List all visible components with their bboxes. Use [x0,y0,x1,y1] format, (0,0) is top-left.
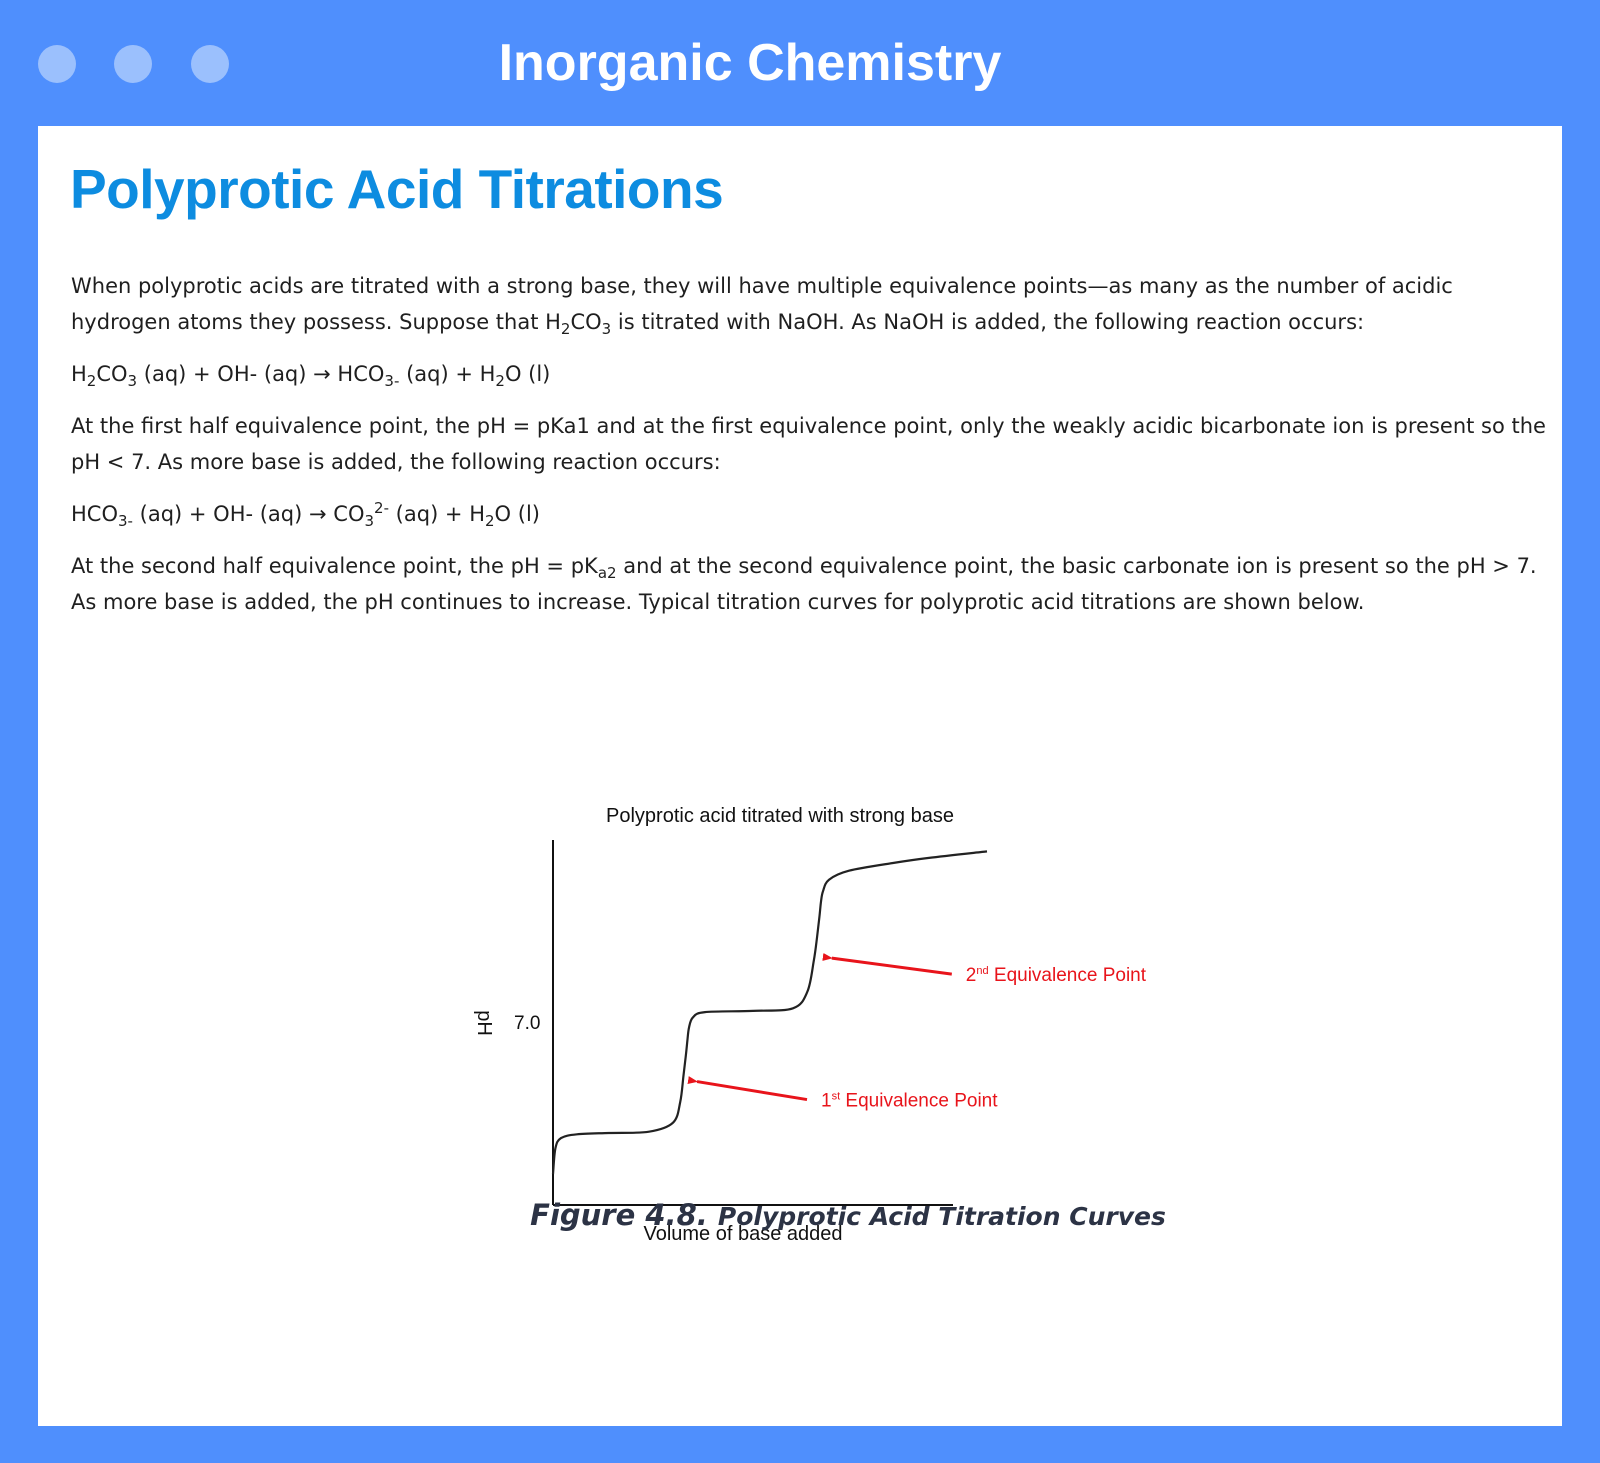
window-title: Inorganic Chemistry [498,34,1002,92]
content-panel [38,126,1562,1426]
equivalence-label: 2nd Equivalence Point [965,965,1147,987]
text-span: (aq) + H [399,362,496,386]
figure-caption [38,1195,1600,1237]
titration-chart [38,666,1562,1206]
subscript: 2 [485,512,495,531]
subscript: 3 [601,320,612,339]
article-body [71,268,1556,636]
text-span: (aq) + OH- (aq) [137,362,314,386]
text-span: is titrated with NaOH. As NaOH is added, the following reaction occurs: [611,310,1365,334]
subscript: 3 [127,372,138,391]
equation-second-reaction [71,496,1556,532]
equivalence-arrow [832,958,952,974]
subscript: a2 [597,564,617,583]
paragraph-second-equivalence [71,548,1556,620]
paragraph-intro [71,268,1556,340]
text-span: CO [570,310,602,334]
text-span: At the second half equivalence point, the pH = pK [71,554,598,578]
titration-curve [553,851,987,1174]
text-span: O (l) [504,362,551,386]
text-span: HCO [71,502,118,526]
chart-title: Polyprotic acid titrated with strong base [606,805,954,827]
text-span: HCO [330,362,385,386]
reaction-arrow-icon: → [309,502,327,526]
page-heading: Polyprotic Acid Titrations [70,158,724,220]
subscript: 3 [364,512,375,531]
equation-first-reaction [71,356,1556,392]
text-span: O (l) [494,502,540,526]
y-axis-label: pH [473,1010,495,1036]
curve-layer [553,851,987,1174]
window-title-bar [0,0,1600,126]
caption-label: Figure 4.8. [530,1198,708,1232]
subscript: 2 [86,372,97,391]
y-tick-label: 7.0 [514,1013,541,1034]
text-span: (aq) + OH- (aq) [132,502,309,526]
x-axis-label: Volume of base added [643,1223,843,1245]
annotation-layer [697,958,1147,1111]
titration-figure [38,666,1562,1286]
text-span: CO [96,362,128,386]
equivalence-arrow [697,1082,807,1100]
text-span: and at the second equivalence point, the basic carbonate ion is present so the pH > 7. As more base is added, the pH continues to increase. Typical titration curves for polyprotic acid titrations are shown below. [71,554,1537,614]
reaction-arrow-icon: → [313,362,331,386]
text-span: When polyprotic acids are titrated with a strong base, they will have multiple equivalence points—as many as the number of acidic hydrogen atoms they possess. Suppose that H [71,274,1453,334]
subscript: 3- [384,372,400,391]
subscript: 3- [117,512,133,531]
text-span: H [71,362,87,386]
caption-title: Polyprotic Acid Titration Curves [717,1202,1166,1231]
subscript: 2 [495,372,505,391]
equivalence-label: 1st Equivalence Point [821,1090,998,1112]
text-span: CO [326,502,365,526]
paragraph-first-equivalence: At the first half equivalence point, the pH = pKa1 and at the first equivalence point, only the weakly acidic bicarbonate ion is present so the pH < 7. As more base is added, the following reaction occurs: [71,414,1546,474]
subscript: 2 [560,320,571,339]
superscript: 2- [374,499,389,517]
text-span: (aq) + H [389,502,485,526]
